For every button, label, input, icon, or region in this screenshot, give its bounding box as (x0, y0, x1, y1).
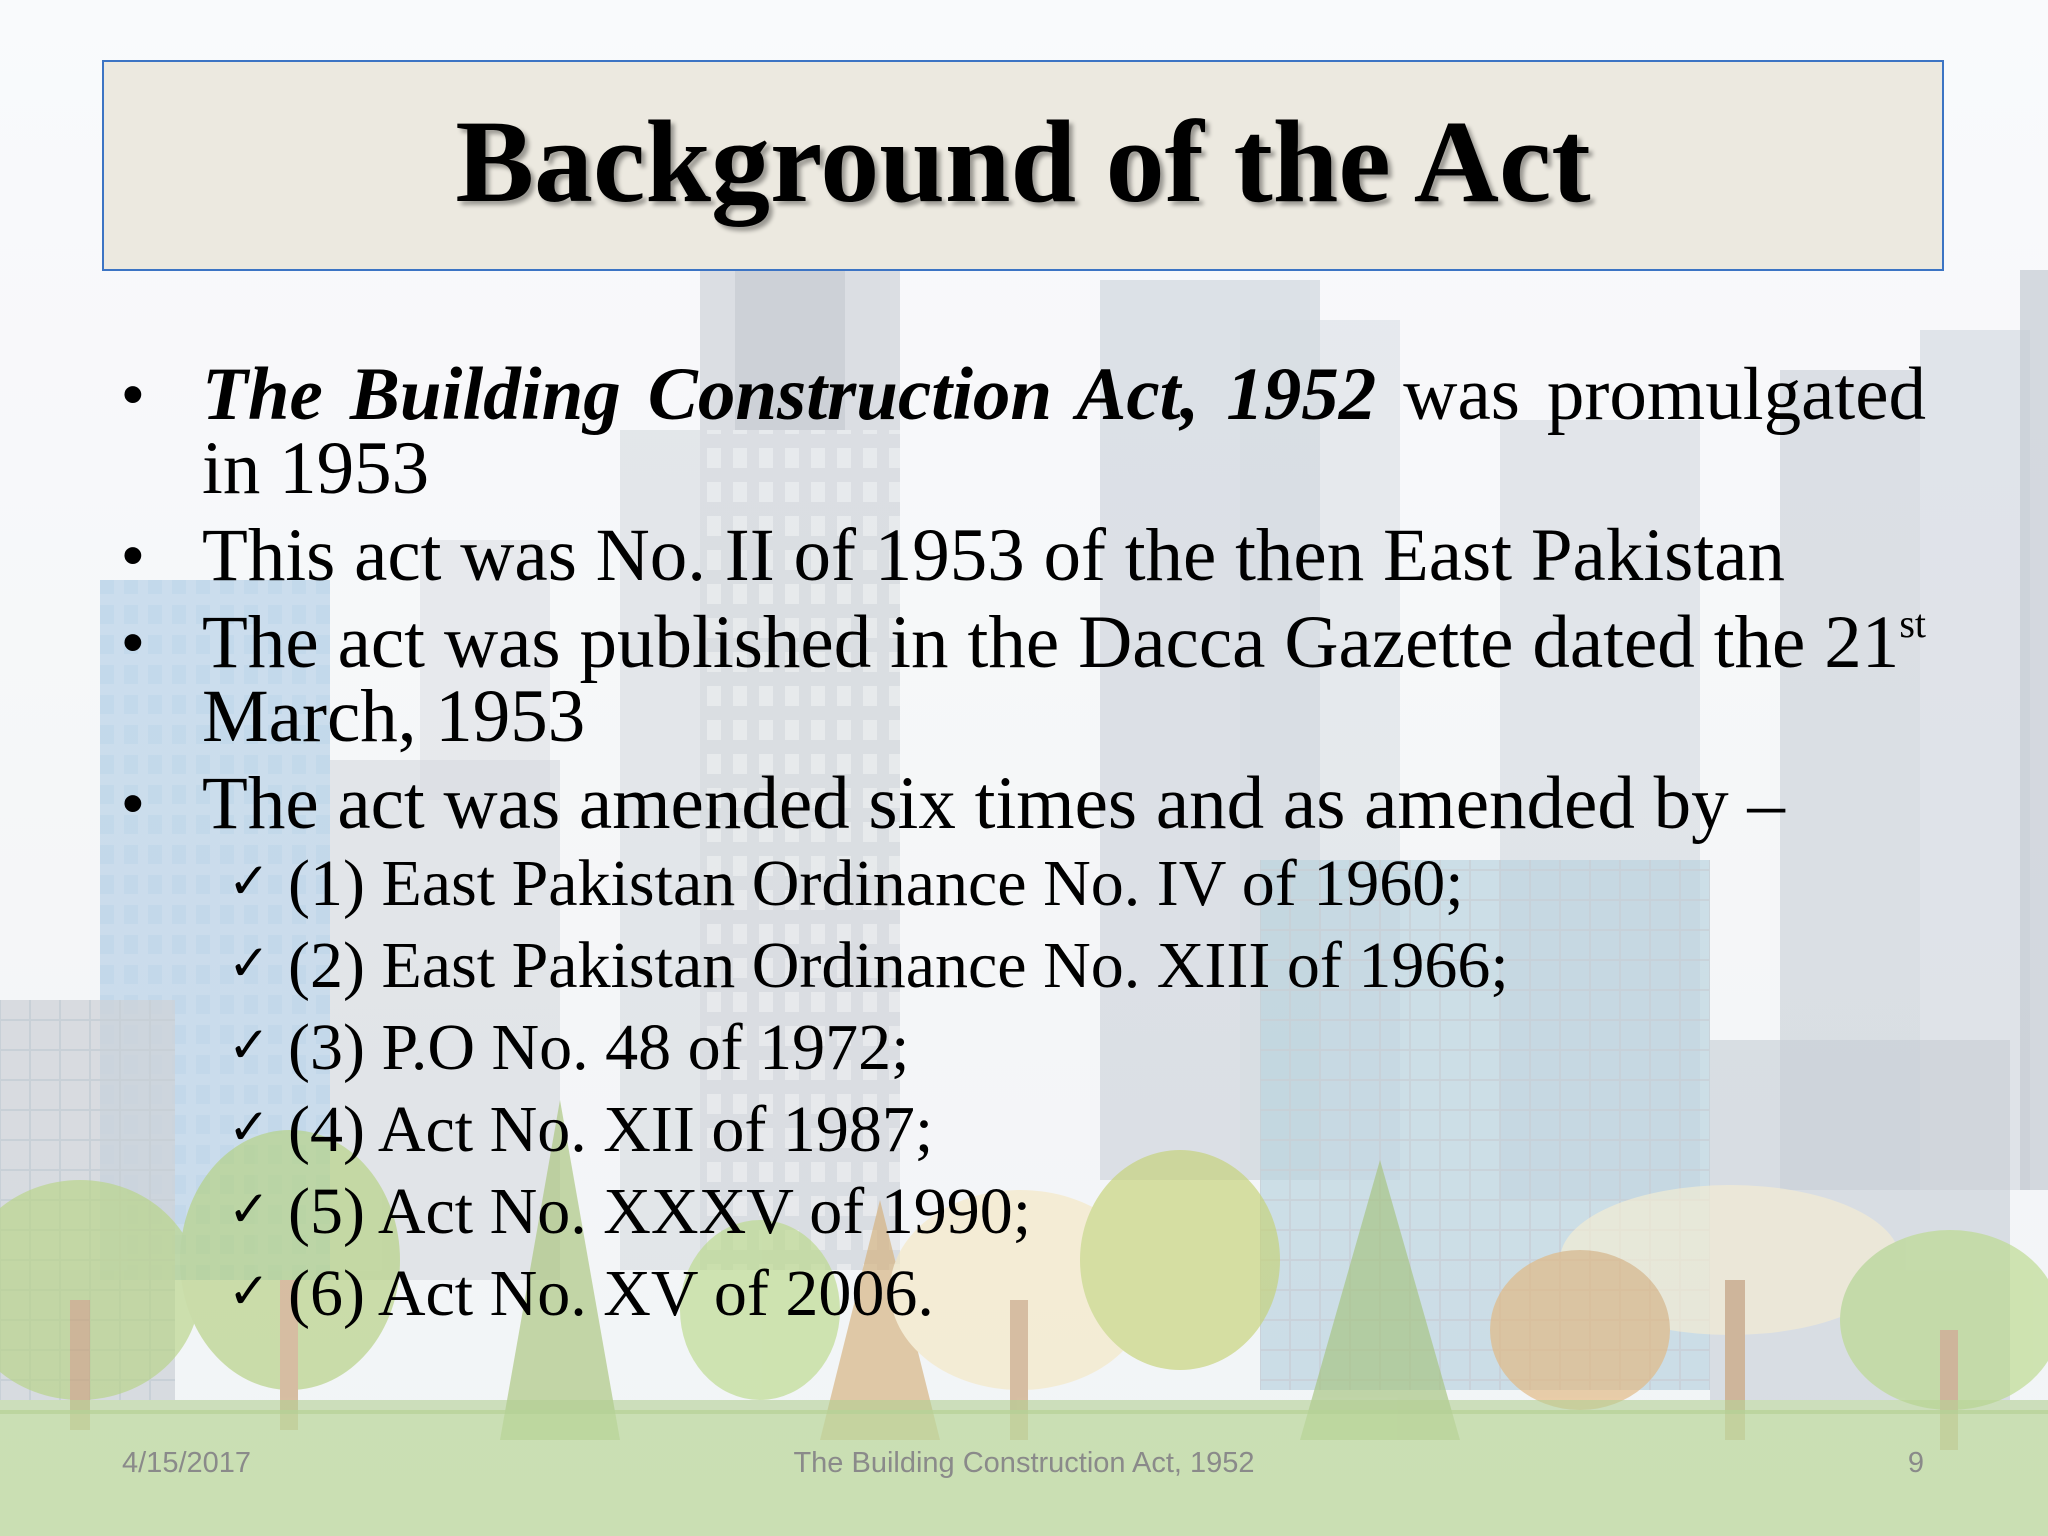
footer-date: 4/15/2017 (122, 1447, 252, 1479)
checkmark-icon: ✓ (228, 1016, 270, 1074)
checkmark-icon: ✓ (228, 1180, 270, 1238)
footer-title: The Building Construction Act, 1952 (793, 1447, 1255, 1479)
slide-number: 9 (1907, 1447, 1924, 1479)
amendment-text: (4) Act No. XII of 1987; (288, 1093, 934, 1166)
act-name-emphasis: The Building Construction Act, 1952 (202, 353, 1377, 436)
slide-content (122, 353, 1926, 1335)
amendment-text: (5) Act No. XXXV of 1990; (288, 1175, 1032, 1248)
amendment-item (228, 925, 1926, 1007)
bullet-item (122, 601, 1926, 758)
amendment-text: (3) P.O No. 48 of 1972; (288, 1011, 910, 1084)
bullet-text: March, 1953 (202, 675, 586, 758)
amendment-list (228, 843, 1926, 1335)
amendment-item (228, 1171, 1926, 1253)
amendment-item (228, 843, 1926, 925)
bullet-glyph: • (122, 769, 144, 838)
bullet-glyph: • (122, 521, 144, 590)
bullet-glyph: • (122, 360, 144, 429)
amendment-item (228, 1253, 1926, 1335)
bullet-text: was promulgated in 1953 (202, 353, 1926, 510)
checkmark-icon: ✓ (228, 1098, 270, 1156)
checkmark-icon: ✓ (228, 852, 270, 910)
amendment-item (228, 1007, 1926, 1089)
amendment-text: (1) East Pakistan Ordinance No. IV of 1960; (288, 847, 1464, 920)
bullet-text: The act was published in the Dacca Gazette dated the 21 (202, 601, 1900, 684)
bullet-item (122, 514, 1926, 597)
ordinal-suffix: st (1899, 601, 1926, 646)
bullet-glyph: • (122, 608, 144, 677)
amendment-item (228, 1089, 1926, 1171)
checkmark-icon: ✓ (228, 934, 270, 992)
title-box (102, 60, 1944, 271)
amendment-text: (6) Act No. XV of 2006. (288, 1257, 934, 1330)
bullet-item (122, 762, 1926, 845)
bullet-text: The act was amended six times and as amended by – (202, 762, 1785, 845)
amendment-text: (2) East Pakistan Ordinance No. XIII of 1966; (288, 929, 1509, 1002)
checkmark-icon: ✓ (228, 1262, 270, 1320)
bullet-text: This act was No. II of 1953 of the then East Pakistan (202, 514, 1785, 597)
bullet-item (122, 353, 1926, 510)
slide-title: Background of the Act (455, 95, 1591, 227)
